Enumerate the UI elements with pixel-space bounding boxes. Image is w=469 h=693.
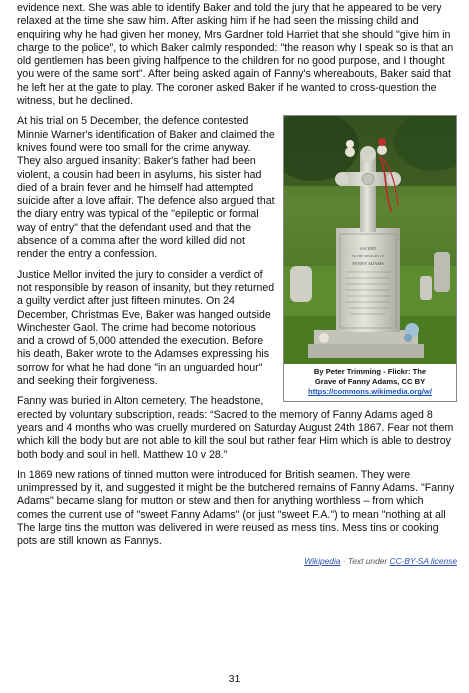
paragraph-verdict: Justice Mellor invited the jury to consider a verdict of not responsible by reason of insanity, but they returned a guilty verdict after just fifteen minutes. On 24 December, Christmas Eve, Baker was hanged outside Winchester Gaol. The crime had become notorious and a crowd of 5,000 attended the execution. Before his death, Baker wrote to the Adamses expressing his sorrow for what he had done "in an unguarded hour" and seeking their forgiveness. bbox=[17, 268, 275, 388]
svg-text:TO THE MEMORY OF: TO THE MEMORY OF bbox=[351, 254, 385, 259]
caption-link[interactable]: https://commons.wikimedia.org/w/ bbox=[307, 387, 433, 397]
paragraph-trial: At his trial on 5 December, the defence contested Minnie Warner's identification of Baker and claimed the knives found were too small for the crime anyway. They also argued insanity: Baker's father had been violent, a cousin had been in asylums, his sister had died of a brain fever and he himself had attempted suicide after a love affair. The defence also argued that the diary entry was typical of the "epileptic or formal way of entry" that the defendant used and that the absence of a comma after the word killed did not render the entry a confession. bbox=[17, 115, 275, 261]
engraved-name: FANNY ADAMS bbox=[352, 261, 384, 267]
page-content bbox=[17, 2, 457, 566]
svg-text:SACRED: SACRED bbox=[359, 246, 377, 252]
figure-caption bbox=[284, 364, 456, 401]
license-link[interactable]: CC-BY-SA license bbox=[389, 555, 457, 566]
paragraph-mutton: In 1869 new rations of tinned mutton were introduced for British seamen. They were unimpressed by it, and suggested it might be the butchered remains of Fanny Adams. "Fanny Adams" became slang for mutton or stew and then for anything worthless – from which comes the current use of "sweet Fanny Adams" (or just "sweet F.A.") to mean "nothing at all The large tins the mutton was delivered in were reused as mess tins. Mess tins or cooking pots are still known as Fannys. bbox=[17, 468, 455, 548]
caption-line-2: Grave of Fanny Adams, CC BY bbox=[314, 377, 426, 387]
page-number: 31 bbox=[228, 673, 241, 685]
gravestone-photo bbox=[284, 116, 456, 364]
paragraph-evidence: evidence next. She was able to identify Baker and told the jury that he appeared to be very relaxed at the time she saw him. After asking him if he had seen the missing child and enquiring why he had given her money, Mrs Gardner told Harriet that she should "give him in charge to the police", to which Baker calmly responded: "the reason why I speak so is that an old gentlemen has been giving halfpence to the children for no good purpose, and I thought you were of the same sort". After being asked again of Fanny's whereabouts, Baker said that he left her at the gate to play. The coroner asked Baker if he wanted to cross-question the witness, but he declined. bbox=[17, 2, 454, 108]
grave-figure bbox=[283, 115, 457, 402]
attribution-separator: · Text under bbox=[340, 555, 390, 566]
caption-line-1: By Peter Trimming - Flickr: The bbox=[313, 367, 427, 377]
paragraph-burial: Fanny was buried in Alton cemetery. The headstone, erected by voluntary subscription, reads: “Sacred to the memory of Fanny Adams aged 8 years and 4 months who was cruelly murdered on Saturday August 24th 1867. Fear not them which kill the body but are not able to kill the soul but rather fear Him which is able to destroy both body and soul in hell. Matthew 10 v 28.” bbox=[17, 395, 454, 461]
source-attribution bbox=[17, 556, 457, 566]
wikipedia-link[interactable]: Wikipedia bbox=[304, 555, 341, 566]
